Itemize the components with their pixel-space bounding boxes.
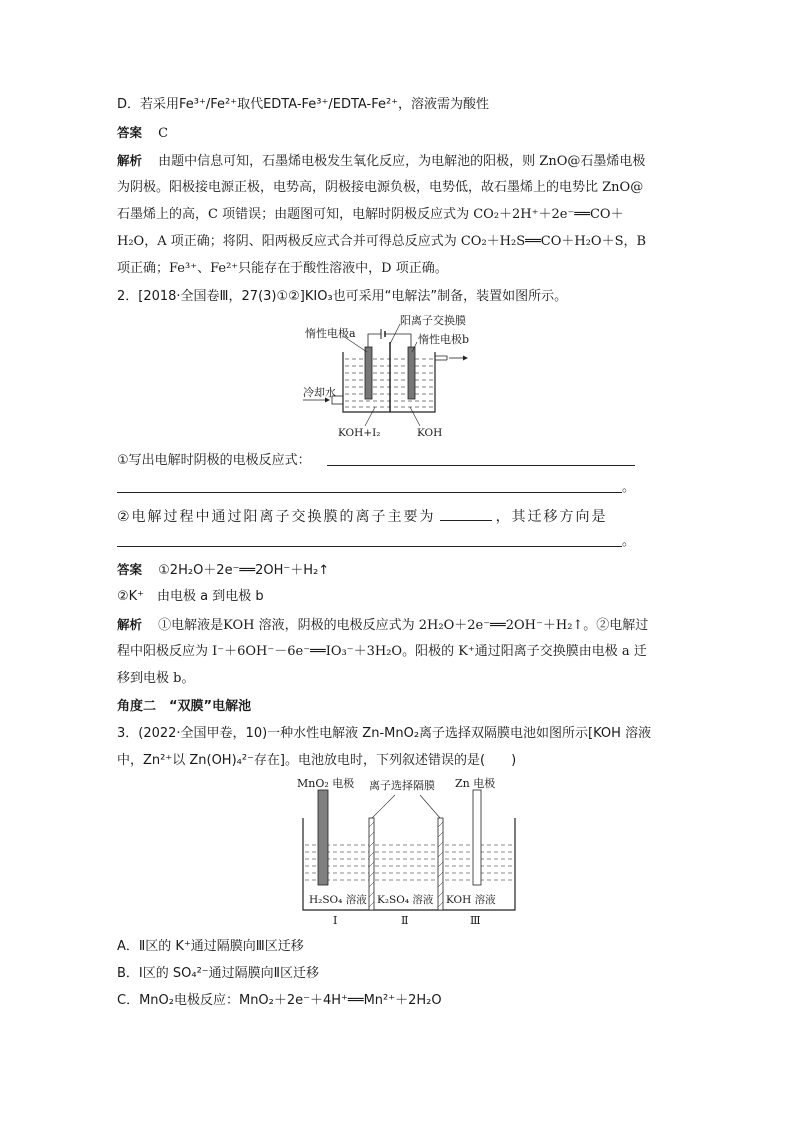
section-heading: 角度二 “双膜”电解池 [117, 699, 252, 714]
mno2-electrode [318, 790, 328, 885]
label-membrane: 阳离子交换膜 [400, 314, 466, 327]
answer-2 [117, 560, 329, 581]
option-b[interactable]: B．Ⅰ区的 SO₄²⁻通过隔膜向Ⅱ区迁移 [117, 966, 320, 981]
sub-question-1: ①写出电解时阴极的电极反应式： [117, 453, 311, 468]
label-h2so4-solution: H₂SO₄ 溶液 [309, 894, 367, 906]
label-right-solution: KOH [417, 427, 443, 439]
electrolyte-liquid [305, 845, 513, 880]
answer-value-2: ②K⁺ 由电极 a 到电极 b [117, 589, 264, 604]
label-zone-3: Ⅲ [470, 914, 481, 925]
answer-blank-1[interactable] [327, 465, 635, 466]
explanation-1-line-2: 为阴极。阳极接电源正极，电势高，阴极接电源负极，电势低，故石墨烯上的电势比 ZnO@ [117, 180, 644, 195]
period-1: 。 [622, 480, 636, 495]
label-cooling-water: 冷却水 [303, 386, 336, 399]
period-2: 。 [622, 534, 636, 549]
option-a[interactable]: A．Ⅱ区的 K⁺通过隔膜向Ⅲ区迁移 [117, 939, 304, 954]
explanation-2-line-1: 解析 ①电解液是KOH 溶液，阴极的电极反应式为 2H₂O＋2e⁻══2OH⁻＋H₂↑。②电解过 [117, 617, 649, 633]
option-c[interactable]: C．MnO₂电极反应：MnO₂＋2e⁻＋4H⁺══Mn²⁺＋2H₂O [117, 993, 442, 1008]
double-membrane-battery-figure [295, 775, 525, 925]
explanation-1-line-5: 项正确；Fe³⁺、Fe²⁺只能存在于酸性溶液中，D 项正确。 [117, 261, 448, 276]
label-membrane: 离子选择隔膜 [369, 779, 435, 792]
option-d: D．若采用Fe³⁺/Fe²⁺取代EDTA-Fe³⁺/EDTA-Fe²⁺，溶液需为酸性 [117, 97, 490, 112]
label-zn-electrode: Zn 电极 [455, 777, 496, 790]
label-electrode-a: 惰性电极a [305, 327, 356, 340]
question-2: 2．[2018·全国卷Ⅲ，27(3)①②]KIO₃也可采用“电解法”制备，装置如图所示。 [117, 289, 568, 304]
answer-value-1: ①2H₂O＋2e⁻══2OH⁻＋H₂↑ [158, 563, 330, 578]
label-mno2-electrode: MnO₂ 电极 [297, 777, 355, 790]
answer-blank-2[interactable] [440, 506, 492, 521]
question-3-line-2: 中，Zn²⁺以 Zn(OH)₄²⁻存在]。电池放电时，下列叙述错误的是( ) [117, 753, 517, 768]
answer-label: 答案 [117, 562, 143, 577]
electrolysis-cell-figure [295, 312, 495, 442]
label-k2so4-solution: K₂SO₄ 溶液 [377, 894, 434, 906]
label-electrode-b: 惰性电极b [418, 333, 470, 346]
label-zone-2: Ⅱ [401, 914, 409, 925]
explanation-1-line-3: 石墨烯上的高，C 项错误；由题图可知，电解时阴极反应式为 CO₂＋2H⁺＋2e⁻══CO＋ [117, 207, 624, 222]
explanation-label: 解析 [117, 617, 143, 632]
explanation-2-line-3: 移到电极 b。 [117, 671, 195, 686]
zn-electrode [473, 790, 481, 885]
label-left-solution: KOH+I₂ [338, 427, 381, 439]
electrode-b [408, 347, 415, 399]
electrode-a [365, 347, 372, 399]
sub-question-2: ②电解过程中通过阳离子交换膜的离子主要为 ，其迁移方向是 [117, 506, 608, 527]
ion-selective-membrane-2 [438, 818, 443, 910]
label-zone-1: Ⅰ [333, 914, 338, 925]
answer-blank-3[interactable] [117, 546, 622, 547]
answer-value: C [158, 126, 169, 141]
electrolyte-liquid [345, 359, 433, 407]
label-koh-solution: KOH 溶液 [446, 894, 496, 906]
explanation-1-line-1: 解析 由题中信息可知，石墨烯电极发生氧化反应，为电解池的阳极，则 ZnO@石墨烯电极 [117, 153, 646, 169]
answer-1 [117, 123, 168, 144]
explanation-1-line-4: H₂O，A 项正确；将阴、阳两极反应式合并可得总反应式为 CO₂＋H₂S══CO＋H₂O＋S，B [117, 234, 647, 249]
explanation-label: 解析 [117, 153, 143, 168]
answer-label: 答案 [117, 125, 143, 140]
explanation-2-line-2: 程中阳极反应为 I⁻＋6OH⁻－6e⁻══IO₃⁻＋3H₂O。阳极的 K⁺通过阳离子交换膜由电极 a 迁 [117, 644, 647, 659]
ion-selective-membrane-1 [369, 818, 374, 910]
answer-blank-1-continued[interactable] [117, 492, 622, 493]
question-3-line-1: 3．(2022·全国甲卷，10)一种水性电解液 Zn-MnO₂离子选择双隔膜电池如图所示[KOH 溶液 [117, 726, 652, 741]
